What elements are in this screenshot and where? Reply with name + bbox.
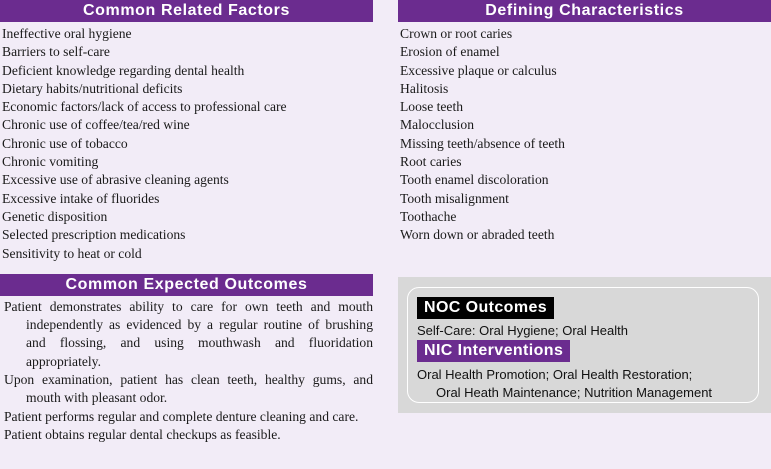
list-item: Chronic use of tobacco xyxy=(2,135,128,151)
noc-outcomes-text: Self-Care: Oral Hygiene; Oral Health xyxy=(417,323,628,338)
list-item: Chronic vomiting xyxy=(2,154,99,170)
list-item: Root caries xyxy=(400,154,462,170)
related-factors-list xyxy=(0,25,373,263)
defining-characteristics-heading: Defining Characteristics xyxy=(398,0,771,22)
expected-outcomes-list xyxy=(0,298,373,444)
list-item: Ineffective oral hygiene xyxy=(2,26,132,41)
list-item: Genetic disposition xyxy=(2,208,108,224)
list-item: Excessive intake of fluorides xyxy=(2,190,160,206)
list-item: Crown or root caries xyxy=(400,26,513,41)
list-item: Patient performs regular and complete denture cleaning and care. xyxy=(4,408,359,424)
list-item: Halitosis xyxy=(400,80,449,96)
list-item: Economic factors/lack of access to professional care xyxy=(2,99,287,115)
list-item: Missing teeth/absence of teeth xyxy=(400,135,565,151)
nic-interventions-line-2: Oral Heath Maintenance; Nutrition Management xyxy=(436,385,713,400)
list-item: Selected prescription medications xyxy=(2,227,186,243)
list-item: Patient demonstrates ability to care for own teeth and mouth independently as evidenced by a regular routine of brushing and flossing, and using mouthwash and fluoridation appropriately. xyxy=(4,298,373,369)
defining-characteristics-list xyxy=(398,25,771,245)
related-factors-heading: Common Related Factors xyxy=(0,0,373,22)
list-item: Dietary habits/nutritional deficits xyxy=(2,80,183,96)
list-item: Deficient knowledge regarding dental health xyxy=(2,62,245,78)
right-column xyxy=(398,0,771,245)
list-item: Erosion of enamel xyxy=(400,44,500,60)
list-item: Tooth misalignment xyxy=(400,190,509,206)
nic-interventions-line-1: Oral Health Promotion; Oral Health Restoration; xyxy=(417,367,693,382)
list-item: Barriers to self-care xyxy=(2,44,110,60)
expected-outcomes-heading: Common Expected Outcomes xyxy=(0,274,373,296)
noc-outcomes-heading: NOC Outcomes xyxy=(417,297,554,319)
list-item: Worn down or abraded teeth xyxy=(400,227,555,243)
left-column xyxy=(0,0,373,444)
list-item: Sensitivity to heat or cold xyxy=(2,245,142,261)
list-item: Patient obtains regular dental checkups as feasible. xyxy=(4,426,281,442)
list-item: Chronic use of coffee/tea/red wine xyxy=(2,117,190,133)
list-item: Upon examination, patient has clean teeth, healthy gums, and mouth with pleasant odor. xyxy=(4,372,373,406)
noc-nic-box xyxy=(407,287,759,403)
list-item: Malocclusion xyxy=(400,117,474,133)
list-item: Excessive use of abrasive cleaning agents xyxy=(2,172,229,188)
noc-nic-panel xyxy=(398,277,771,413)
list-item: Excessive plaque or calculus xyxy=(400,62,557,78)
nic-interventions-heading: NIC Interventions xyxy=(417,340,570,362)
list-item: Toothache xyxy=(400,208,457,224)
list-item: Loose teeth xyxy=(400,99,464,115)
list-item: Tooth enamel discoloration xyxy=(400,172,549,188)
